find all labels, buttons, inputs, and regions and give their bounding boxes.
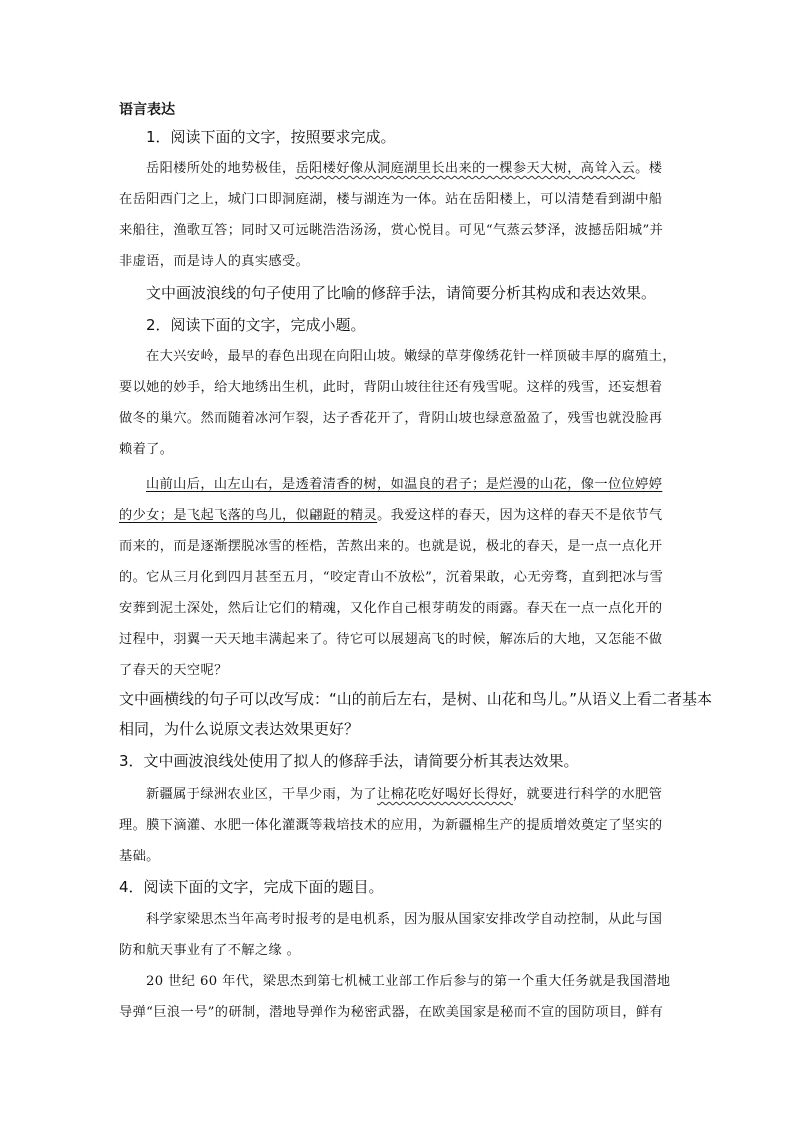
q3-prompt: 3．文中画波浪线处使用了拟人的修辞手法，请简要分析其表达效果。 — [119, 752, 579, 770]
section-title: 语言表达 — [119, 102, 175, 118]
q2-passage-line: 做冬的巢穴。然而随着冰河乍裂，达子香花开了，背阴山坡也绿意盈盈了，残雪也就没脸再 — [119, 411, 663, 426]
q3-passage-line: 基础。 — [119, 849, 160, 864]
q1-passage-line: 在岳阳西门之上，城门口即洞庭湖，楼与湖连为一体。站在岳阳楼上，可以清楚看到湖中船 — [119, 192, 663, 207]
q2-passage-line: 赖着了。 — [119, 442, 174, 457]
q2-passage-line: 而来的，而是逐渐摆脱冰雪的桎梏，苦熬出来的。也就是说，极北的春天，是一点一点化开 — [119, 539, 663, 554]
q2-passage-line — [119, 504, 663, 523]
q1-wavy-sentence: 岳阳楼好像从洞庭湖里长出来的一棵参天大树，高耸入云 — [295, 161, 636, 176]
q4-prompt: 4．阅读下面的文字，完成下面的题目。 — [119, 878, 384, 896]
q2-passage-line: 的。它从三月化到四月甚至五月，“咬定青山不放松”，沉着果敢，心无旁骛，直到把冰与雪 — [119, 570, 664, 585]
q2-passage-line: 安葬到泥土深处，然后让它们的精魂，又化作自己根芽萌发的雨露。春天在一点一点化开的 — [119, 601, 663, 616]
q4-passage-line: 20 世纪 60 年代，梁思杰到第七机械工业部工作后参与的第一个重大任务就是我国潜地 — [146, 974, 671, 989]
q3-passage-line — [146, 783, 662, 802]
q4-passage-line: 防和航天事业有了不解之缘 。 — [119, 943, 301, 958]
q2-text: 。我爱这样的春天，因为这样的春天不是依节气 — [377, 508, 663, 523]
q1-prompt: 1．阅读下面的文字，按照要求完成。 — [146, 128, 396, 146]
q2-prompt: 2．阅读下面的文字，完成小题。 — [146, 316, 366, 334]
q1-question: 文中画波浪线的句子使用了比喻的修辞手法，请简要分析其构成和表达效果。 — [146, 284, 657, 302]
q2-passage-line: 了春天的天空呢？ — [119, 663, 228, 678]
q1-passage-line: 非虚语，而是诗人的真实感受。 — [119, 254, 310, 269]
q3-passage-line: 理。膜下滴灌、水肥一体化灌溉等栽培技术的应用，为新疆棉生产的提质增效奠定了坚实的 — [119, 818, 663, 833]
q2-underlined-sentence: 的少女；是飞起飞落的鸟儿，似翩跹的精灵 — [119, 508, 378, 523]
q2-passage-line: 过程中，羽翼一天天地丰满起来了。待它可以展翅高飞的时候，解冻后的大地，又怎能不做 — [119, 632, 663, 647]
q3-text: ，就要进行科学的水肥管 — [512, 787, 663, 802]
q4-passage-line: 导弹“巨浪一号”的研制，潜地导弹作为秘密武器，在欧美国家是秘而不宣的国防项目，鲜有 — [119, 1005, 664, 1020]
q2-underlined-sentence: 山前山后，山左山右，是透着清香的树，如温良的君子；是烂漫的山花，像一位位婷婷 — [146, 477, 663, 492]
q4-passage-line: 科学家梁思杰当年高考时报考的是电机系，因为服从国家安排改学自动控制，从此与国 — [146, 912, 663, 927]
q1-text: 。楼 — [635, 161, 663, 176]
q1-passage-line: 来船往，渔歌互答；同时又可远眺浩浩汤汤，赏心悦目。可见“气蒸云梦泽，波撼岳阳城”并 — [119, 223, 664, 238]
q2-passage-line: 要以她的妙手，给大地绣出生机，此时，背阴山坡往往还有残雪呢。这样的残雪，还妄想着 — [119, 380, 663, 395]
q1-text: 岳阳楼所处的地势极佳， — [146, 161, 296, 176]
q1-passage-line — [146, 157, 662, 176]
q3-wavy-phrase: 让棉花吃好喝好长得好 — [377, 787, 513, 802]
q3-text: 新疆属于绿洲农业区，干旱少雨，为了 — [146, 787, 377, 802]
q2-passage-line: 在大兴安岭，最早的春色出现在向阳山坡。嫩绿的草芽像绣花针一样顶破丰厚的腐殖土， — [146, 349, 676, 364]
q2-passage-line — [146, 473, 662, 492]
q2-question: 文中画横线的句子可以改写成：“山的前后左右，是树、山花和鸟儿。”从语义上看二者基本 — [119, 690, 713, 708]
q2-question: 相同，为什么说原文表达效果更好？ — [119, 720, 360, 738]
